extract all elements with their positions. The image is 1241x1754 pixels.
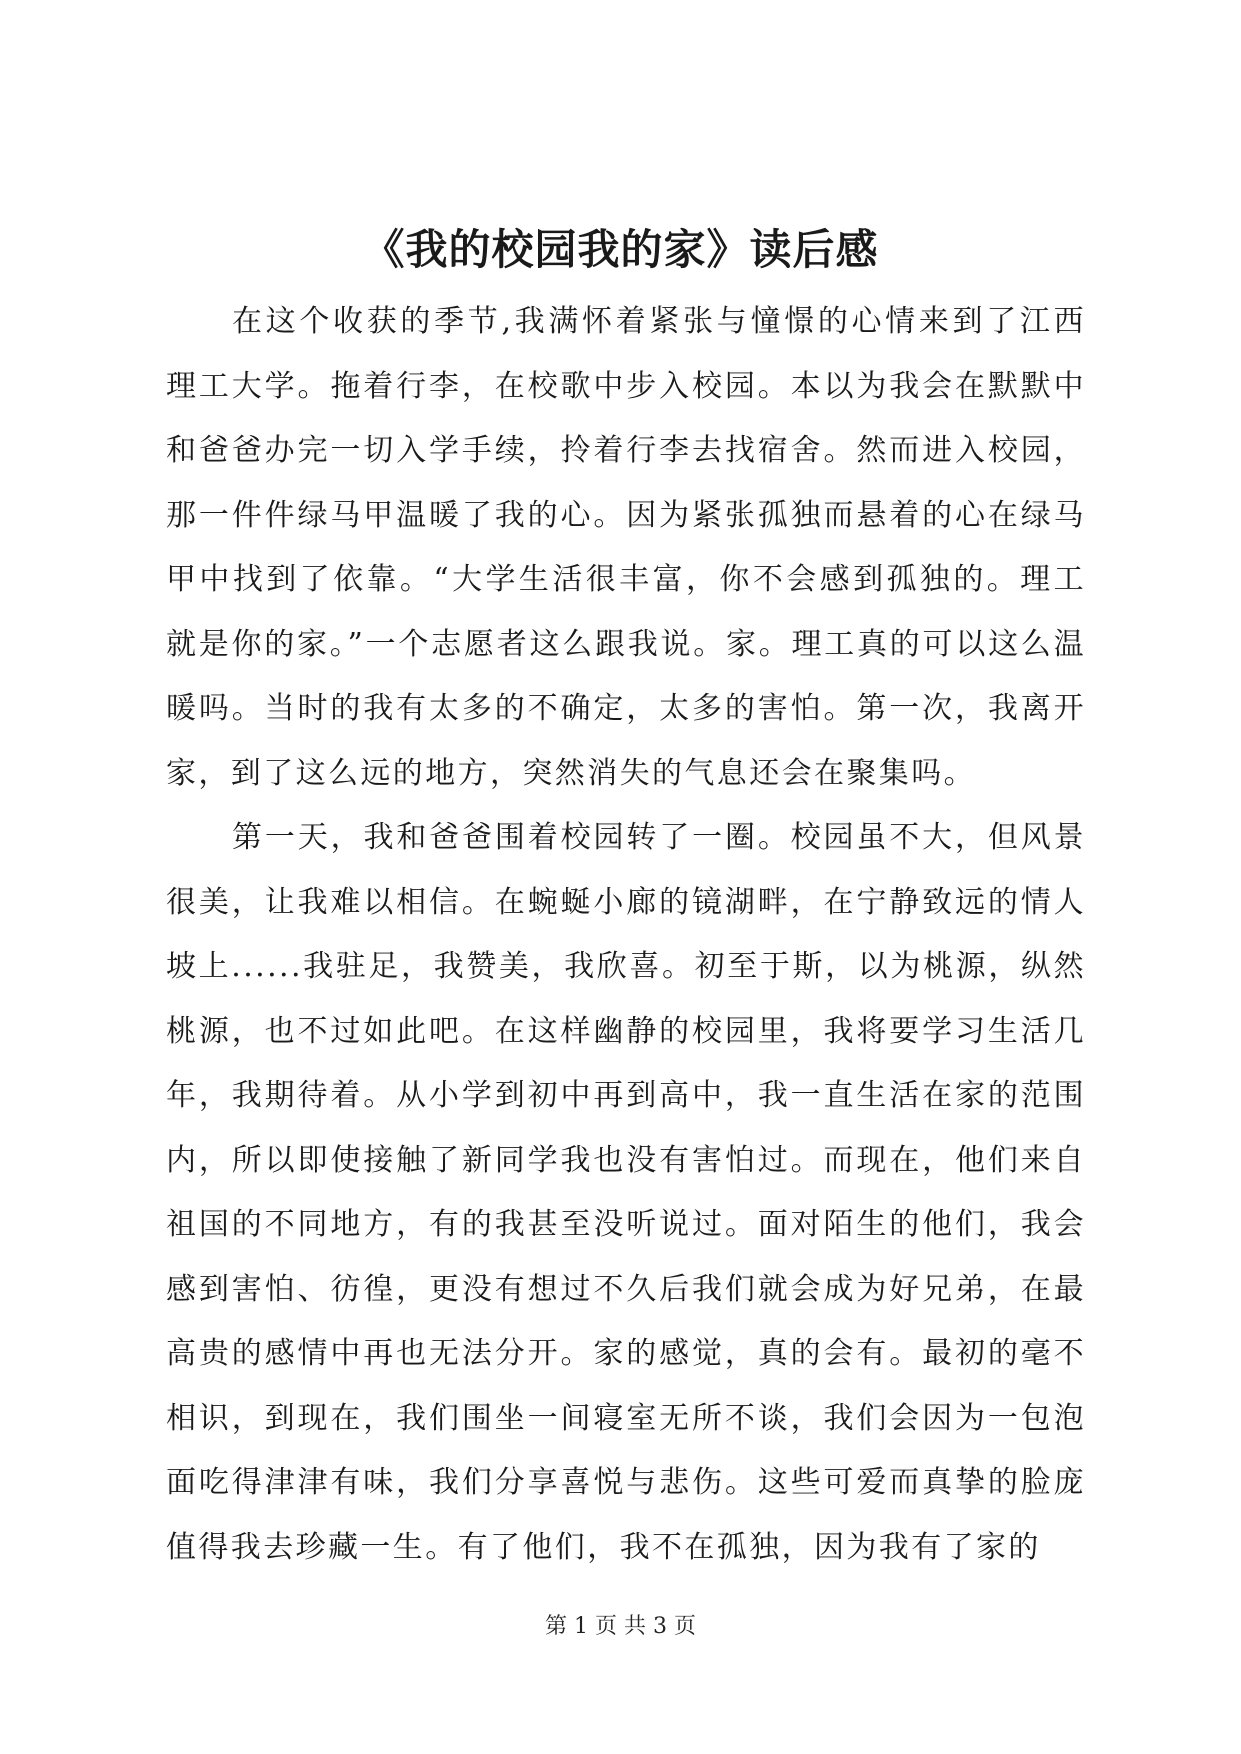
paragraph-2: 第一天，我和爸爸围着校园转了一圈。校园虽不大，但风景很美，让我难以相信。在蜿蜒小廊的镜湖畔，在宁静致远的情人坡上......我驻足，我赞美，我欣喜。初至于斯，以为桃源，纵然桃源，也不过如此吧。在这样幽静的校园里，我将要学习生活几年，我期待着。从小学到初中再到高中，我一直生活在家的范围内，所以即使接触了新同学我也没有害怕过。而现在，他们来自祖国的不同地方，有的我甚至没听说过。面对陌生的他们，我会感到害怕、彷徨，更没有想过不久后我们就会成为好兄弟，在最高贵的感情中再也无法分开。家的感觉，真的会有。最初的毫不相识，到现在，我们围坐一间寝室无所不谈，我们会因为一包泡面吃得津津有味，我们分享喜悦与悲伤。这些可爱而真挚的脸庞值得我去珍藏一生。有了他们，我不在孤独，因为我有了家的 <box>166 820 1086 1565</box>
page-footer <box>0 1612 1241 1642</box>
paragraph-1: 在这个收获的季节,我满怀着紧张与憧憬的心情来到了江西理工大学。拖着行李，在校歌中步入校园。本以为我会在默默中和爸爸办完一切入学手续，拎着行李去找宿舍。然而进入校园，那一件件绿马甲温暖了我的心。因为紧张孤独而悬着的心在绿马甲中找到了依靠。“大学生活很丰富，你不会感到孤独的。理工就是你的家。”一个志愿者这么跟我说。家。理工真的可以这么温暖吗。当时的我有太多的不确定，太多的害怕。第一次，我离开家，到了这么远的地方，突然消失的气息还会在聚集吗。 <box>166 304 1086 791</box>
page-number-label: 第 1 页 共 3 页 <box>545 1614 696 1639</box>
document-body <box>166 290 1086 1580</box>
document-title: 《我的校园我的家》读后感 <box>362 225 879 274</box>
